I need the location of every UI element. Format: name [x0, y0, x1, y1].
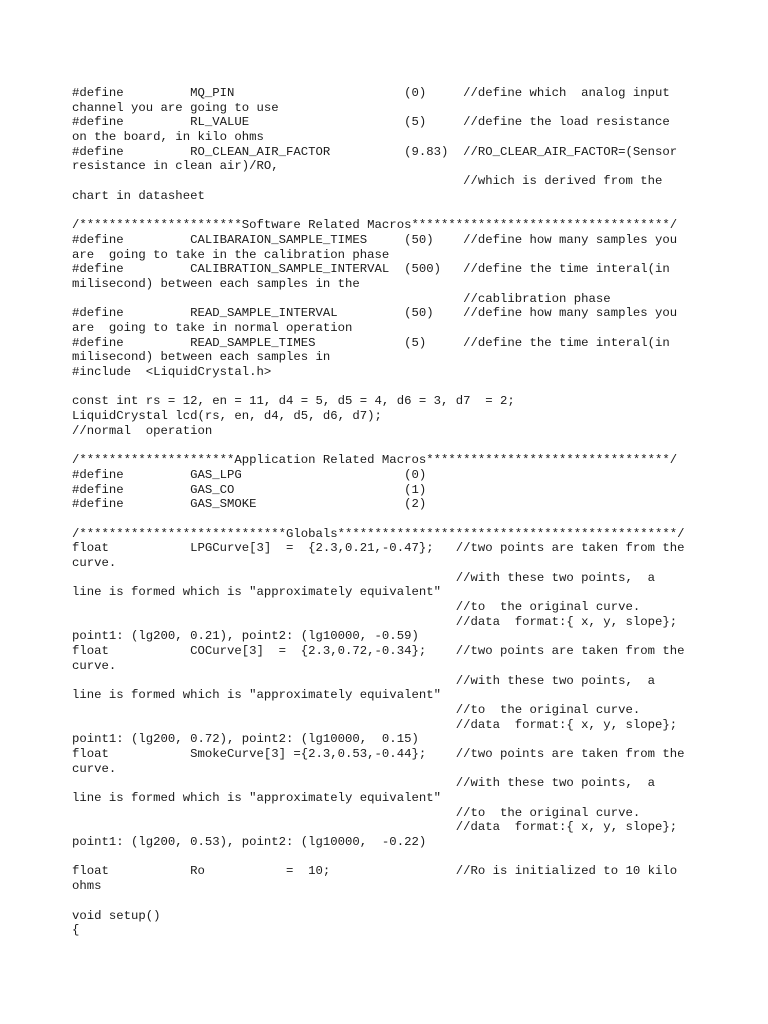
- code-line: float SmokeCurve[3] ={2.3,0.53,-0.44}; //two points are taken from the: [72, 746, 685, 761]
- code-line: //data format:{ x, y, slope};: [72, 717, 678, 732]
- code-line: point1: (lg200, 0.21), point2: (lg10000, -0.59): [72, 629, 419, 644]
- code-line: line is formed which is "approximately equivalent": [72, 688, 441, 703]
- code-line: #define READ_SAMPLE_INTERVAL (50) //define how many samples you: [72, 306, 678, 321]
- code-line: [72, 850, 685, 865]
- code-line: {: [72, 923, 80, 938]
- code-line: #define GAS_SMOKE (2): [72, 497, 427, 512]
- code-line: #define CALIBARAION_SAMPLE_TIMES (50) //define how many samples you: [72, 232, 678, 247]
- code-line: #define RO_CLEAN_AIR_FACTOR (9.83) //RO_CLEAR_AIR_FACTOR=(Sensor: [72, 144, 678, 159]
- code-listing: [72, 86, 685, 938]
- code-line: chart in datasheet: [72, 188, 205, 203]
- code-line: //to the original curve.: [72, 805, 641, 820]
- code-line: #define CALIBRATION_SAMPLE_INTERVAL (500) //define the time interal(in: [72, 262, 670, 277]
- code-line: //data format:{ x, y, slope};: [72, 614, 678, 629]
- code-line: [72, 204, 685, 219]
- code-line: float Ro = 10; //Ro is initialized to 10 kilo: [72, 864, 678, 879]
- code-line: //with these two points, a: [72, 673, 655, 688]
- code-line: void setup(): [72, 908, 161, 923]
- code-line: LiquidCrystal lcd(rs, en, d4, d5, d6, d7);: [72, 409, 382, 424]
- code-line: are going to take in the calibration phase: [72, 247, 390, 262]
- code-line: //with these two points, a: [72, 570, 655, 585]
- code-line: //with these two points, a: [72, 776, 655, 791]
- code-line: #define MQ_PIN (0) //define which analog input: [72, 86, 670, 100]
- code-line: resistance in clean air)/RO,: [72, 159, 279, 174]
- code-line: curve.: [72, 761, 117, 776]
- code-line: line is formed which is "approximately equivalent": [72, 791, 441, 805]
- code-line: //cablibration phase: [72, 291, 611, 306]
- code-line: milisecond) between each samples in the: [72, 276, 360, 291]
- code-line: #define RL_VALUE (5) //define the load resistance: [72, 115, 670, 130]
- code-line: #define GAS_CO (1): [72, 482, 427, 497]
- code-line: on the board, in kilo ohms: [72, 130, 264, 145]
- code-line: //to the original curve.: [72, 600, 641, 615]
- code-line: //which is derived from the: [72, 174, 663, 189]
- code-line: [72, 380, 685, 395]
- code-line: //data format:{ x, y, slope};: [72, 820, 678, 835]
- code-line: channel you are going to use: [72, 100, 279, 115]
- code-line: [72, 894, 685, 909]
- code-line: curve.: [72, 556, 117, 570]
- code-line: #define GAS_LPG (0): [72, 467, 427, 482]
- code-line: are going to take in normal operation: [72, 321, 353, 335]
- code-line: //normal operation: [72, 423, 213, 438]
- code-line: /*********************Application Related Macros*********************************/: [72, 453, 678, 468]
- code-line: point1: (lg200, 0.72), point2: (lg10000, 0.15): [72, 732, 419, 747]
- code-line: const int rs = 12, en = 11, d4 = 5, d5 = 4, d6 = 3, d7 = 2;: [72, 394, 515, 409]
- code-line: float LPGCurve[3] = {2.3,0.21,-0.47}; //two points are taken from the: [72, 541, 685, 556]
- code-line: ohms: [72, 879, 102, 894]
- code-line: #include <LiquidCrystal.h>: [72, 365, 272, 380]
- code-line: #define READ_SAMPLE_TIMES (5) //define the time interal(in: [72, 335, 670, 350]
- code-line: [72, 439, 685, 454]
- code-line: point1: (lg200, 0.53), point2: (lg10000, -0.22): [72, 835, 427, 850]
- code-line: float COCurve[3] = {2.3,0.72,-0.34}; //two points are taken from the: [72, 644, 685, 659]
- code-line: line is formed which is "approximately equivalent": [72, 585, 441, 600]
- code-line: /**********************Software Related Macros***********************************/: [72, 218, 678, 233]
- code-line: [72, 512, 685, 527]
- code-line: //to the original curve.: [72, 702, 641, 717]
- code-line: milisecond) between each samples in: [72, 350, 331, 365]
- code-line: /****************************Globals**********************************************/: [72, 526, 685, 541]
- code-line: curve.: [72, 658, 117, 673]
